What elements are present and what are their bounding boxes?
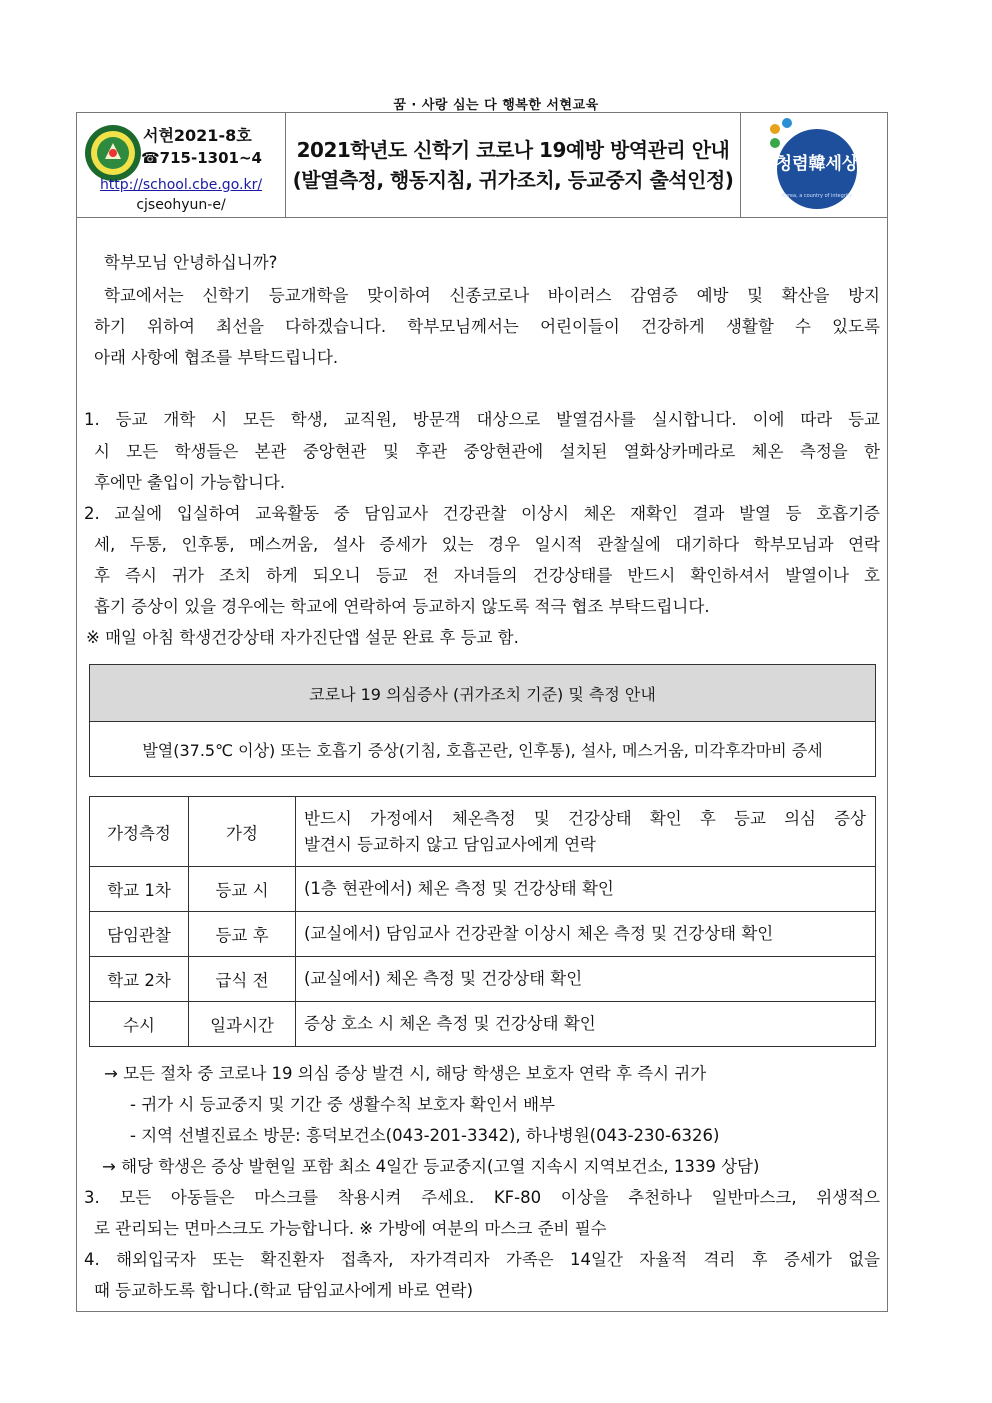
procedure-arrow-2: → 해당 학생은 증상 발현일 포함 최소 4일간 등교중지(고열 지속시 지역보건소, 1339 상담) [102, 1157, 760, 1176]
item3-line-1: 3. 모든 아동들은 마스크를 착용시켜 주세요. KF-80 이상을 추천하나 일반마스크, 위생적으 [84, 1188, 880, 1207]
procedure-arrow-1: → 모든 절차 중 코로나 19 의심 증상 발견 시, 해당 학생은 보호자 연락 후 즉시 귀가 [104, 1064, 707, 1083]
title-line-2: (발열측정, 행동지침, 귀가조치, 등교중지 출석인정) [292, 168, 734, 192]
intro-line-3: 아래 사항에 협조를 부탁드립니다. [94, 348, 339, 367]
schedule-desc-line-1: 반드시 가정에서 체온측정 및 건강상태 확인 후 등교 의심 증상 [304, 808, 866, 828]
table-row [90, 867, 876, 912]
item2-line-2: 세, 두통, 인후통, 메스꺼움, 설사 증세가 있는 경우 일시적 관찰실에 대기하다 학부모님과 연락 [94, 535, 880, 554]
intro-line-1: 학교에서는 신학기 등교개학을 맞이하여 신종코로나 바이러스 감염증 예방 및 확산을 방지 [104, 286, 880, 305]
table-row [90, 912, 876, 957]
item4-line-1: 4. 해외입국자 또는 확진환자 접촉자, 자가격리자 가족은 14일간 자율적 격리 후 증세가 없을 [84, 1250, 880, 1269]
schedule-when: 등교 시 [189, 867, 296, 912]
schedule-table [89, 796, 876, 1047]
document-title [286, 113, 741, 217]
school-phone: ☎715-1301~4 [141, 149, 262, 167]
school-info [77, 113, 286, 217]
school-blog-id: cjseohyun-e/ [136, 197, 226, 213]
item2-line-3: 후 즉시 귀가 조치 하게 되오니 등교 전 자녀들의 건강상태를 반드시 확인하셔서 발열이나 호 [94, 566, 880, 585]
item2-line-4: 흡기 증상이 있을 경우에는 학교에 연락하여 등교하지 않도록 적극 협조 부탁드립니다. [94, 597, 710, 616]
schedule-when: 가정 [189, 797, 296, 867]
schedule-desc [296, 797, 876, 867]
schedule-when: 급식 전 [189, 957, 296, 1002]
document-number: 서현2021-8호 [143, 126, 252, 145]
logo-subtext: Korea, a country of integrity [781, 193, 853, 199]
procedure-dash-1: - 귀가 시 등교중지 및 기간 중 생활수칙 보호자 확인서 배부 [130, 1095, 555, 1114]
logo-text: 청렴韓세상 [775, 154, 859, 174]
school-url-link[interactable]: http://school.cbe.go.kr/ [99, 177, 263, 193]
item3-line-2: 로 관리되는 면마스크도 가능합니다. ※ 가방에 여분의 마스크 준비 필수 [94, 1219, 607, 1238]
integrity-logo-icon [765, 117, 861, 213]
schedule-desc: (교실에서) 체온 측정 및 건강상태 확인 [296, 957, 876, 1002]
symptom-table [89, 664, 876, 777]
schedule-who: 수시 [90, 1002, 189, 1047]
item1-line-3: 후에만 출입이 가능합니다. [94, 473, 286, 492]
schedule-who: 학교 1차 [90, 867, 189, 912]
schedule-desc: (교실에서) 담임교사 건강관찰 이상시 체온 측정 및 건강상태 확인 [296, 912, 876, 957]
procedure-dash-2: - 지역 선별진료소 방문: 흥덕보건소(043-201-3342), 하나병원(043-230-6326) [130, 1126, 720, 1145]
schedule-desc-line-2: 발견시 등교하지 않고 담임교사에게 연락 [304, 834, 596, 854]
symptom-table-body: 발열(37.5℃ 이상) 또는 호흡기 증상(기침, 호흡곤란, 인후통), 설사, 메스거움, 미각후각마비 증세 [90, 722, 876, 777]
schedule-desc: (1층 현관에서) 체온 측정 및 건강상태 확인 [296, 867, 876, 912]
item4-line-2: 때 등교하도록 합니다.(학교 담임교사에게 바로 연락) [94, 1281, 474, 1300]
symptom-table-header: 코로나 19 의심증사 (귀가조치 기준) 및 측정 안내 [90, 665, 876, 722]
item1-line-2: 시 모든 학생들은 본관 중앙현관 및 후관 중앙현관에 설치된 열화상카메라로 체온 측정을 한 [94, 442, 880, 461]
schedule-who: 담임관찰 [90, 912, 189, 957]
title-line-1: 2021학년도 신학기 코로나 19예방 방역관리 안내 [296, 138, 730, 162]
daily-note: ※ 매일 아침 학생건강상태 자가진단앱 설문 완료 후 등교 함. [86, 628, 519, 647]
integrity-logo [741, 113, 887, 217]
slogan: 꿈 · 사랑 심는 다 행복한 서현교육 [393, 98, 599, 113]
item1-line-1: 1. 등교 개학 시 모든 학생, 교직원, 방문객 대상으로 발열검사를 실시합니다. 이에 따라 등교 [84, 410, 880, 429]
table-row [90, 957, 876, 1002]
greeting: 학부모님 안녕하십니까? [104, 253, 278, 272]
table-row [90, 1002, 876, 1047]
intro-line-2: 하기 위하여 최선을 다하겠습니다. 학부모님께서는 어린이들이 건강하게 생활할 수 있도록 [94, 317, 880, 336]
schedule-when: 등교 후 [189, 912, 296, 957]
schedule-who: 학교 2차 [90, 957, 189, 1002]
document-header [76, 112, 888, 218]
schedule-when: 일과시간 [189, 1002, 296, 1047]
schedule-desc: 증상 호소 시 체온 측정 및 건강상태 확인 [296, 1002, 876, 1047]
table-row [90, 797, 876, 867]
item2-line-1: 2. 교실에 입실하여 교육활동 중 담임교사 건강관찰 이상시 체온 재확인 결과 발열 등 호흡기증 [84, 504, 880, 523]
schedule-who: 가정측정 [90, 797, 189, 867]
school-seal-icon [83, 123, 143, 183]
